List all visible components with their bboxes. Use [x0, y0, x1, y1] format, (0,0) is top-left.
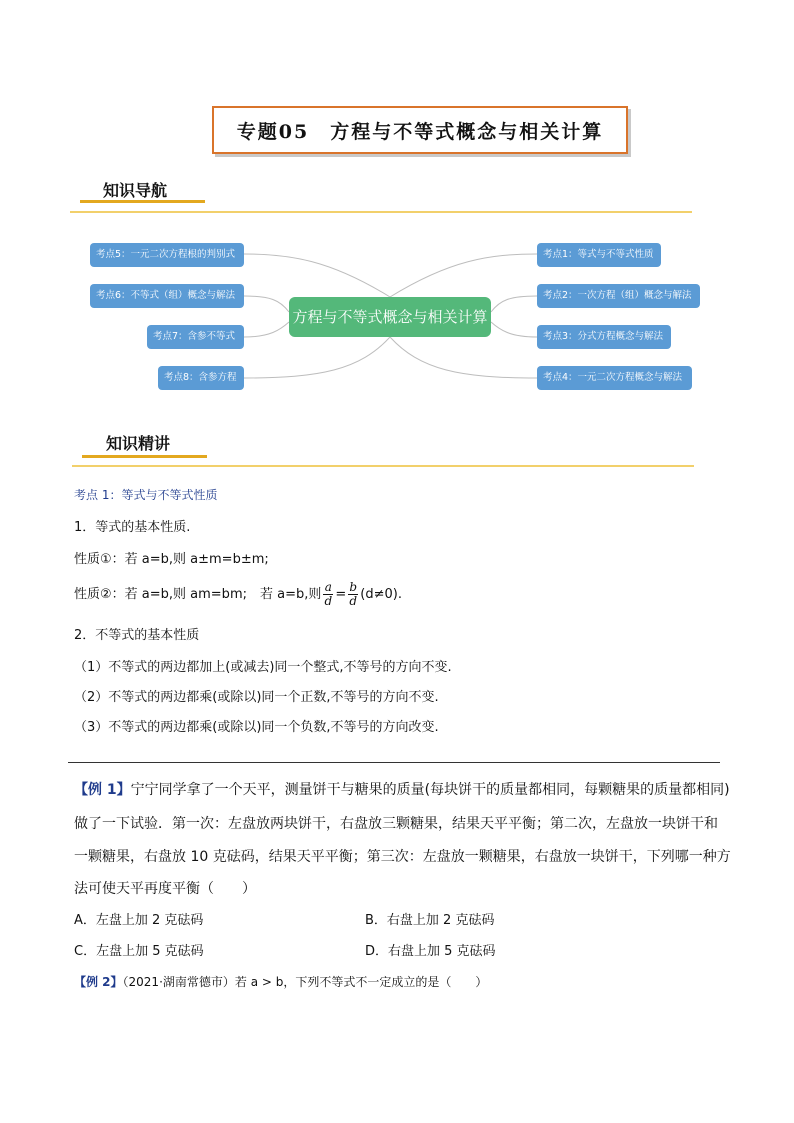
- fraction-b-over-d: [348, 581, 358, 608]
- section-heading-nav: 知识导航: [103, 181, 168, 200]
- equality-title: 1．等式的基本性质.: [74, 520, 191, 535]
- example1-tag: 【例 1】: [74, 782, 131, 798]
- property2-line: [74, 581, 402, 608]
- example2-text: （2021·湖南常德市）若 a > b，下列不等式不一定成立的是（ ）: [122, 975, 488, 989]
- mindmap-node-point5: 考点5：一元二次方程根的判别式: [90, 243, 244, 267]
- mindmap-node-point7: 考点7：含参不等式: [147, 325, 244, 349]
- section-underline-explain: [82, 455, 207, 458]
- divider: [68, 762, 720, 763]
- page-title: 专题05 方程与不等式概念与相关计算: [236, 120, 604, 143]
- example1-line3: 一颗糖果，右盘放 10 克砝码，结果天平平衡；第三次：左盘放一颗糖果，右盘放一块饼干，下列哪一种方: [74, 849, 731, 865]
- example1-option-c: C．左盘上加 5 克砝码: [74, 944, 204, 959]
- example1-option-b: B．右盘上加 2 克砝码: [365, 913, 495, 928]
- section-heading-explain: 知识精讲: [106, 434, 171, 453]
- fraction2-denominator: d: [349, 594, 358, 608]
- example1-line4: 法可使天平再度平衡（ ）: [74, 881, 256, 897]
- example1-line1: [74, 779, 730, 799]
- property1-text: 若 a=b,则 a±m=b±m;: [124, 552, 269, 567]
- property2-label: 性质②：: [74, 587, 125, 602]
- mindmap-node-point4: 考点4：一元二次方程概念与解法: [537, 366, 692, 390]
- inequality-title: 2．不等式的基本性质: [74, 628, 200, 643]
- fraction1-numerator: a: [324, 580, 332, 594]
- mindmap-node-point8: 考点8：含参方程: [158, 366, 244, 390]
- example1-text-1: 宁宁同学拿了一个天平，测量饼干与糖果的质量(每块饼干的质量都相同，每颗糖果的质量都相同): [130, 782, 730, 798]
- property2-text: 若 a=b,则 am=bm; 若 a=b,则: [124, 587, 322, 602]
- mindmap-node-point3: 考点3：分式方程概念与解法: [537, 325, 671, 349]
- mindmap-connectors: [0, 0, 794, 420]
- inequality-rule-2: （2）不等式的两边都乘(或除以)同一个正数,不等号的方向不变.: [74, 690, 439, 705]
- point1-heading: 考点 1：等式与不等式性质: [74, 488, 218, 502]
- mindmap-center-node: 方程与不等式概念与相关计算: [289, 297, 491, 337]
- fraction2-numerator: b: [349, 580, 358, 594]
- property2-tail: (d≠0).: [360, 587, 402, 602]
- fraction1-denominator: d: [324, 594, 333, 608]
- property1-label: 性质①：: [74, 552, 125, 567]
- example1-option-d: D．右盘上加 5 克砝码: [365, 944, 496, 959]
- example1-line2: 做了一下试验．第一次：左盘放两块饼干，右盘放三颗糖果，结果天平平衡；第二次，左盘放一块饼干和: [74, 816, 718, 832]
- inequality-rule-3: （3）不等式的两边都乘(或除以)同一个负数,不等号的方向改变.: [74, 720, 439, 735]
- inequality-rule-1: （1）不等式的两边都加上(或减去)同一个整式,不等号的方向不变.: [74, 660, 452, 675]
- mindmap-node-point1: 考点1：等式与不等式性质: [537, 243, 661, 267]
- mindmap-node-point2: 考点2：一次方程（组）概念与解法: [537, 284, 700, 308]
- mindmap-node-point6: 考点6：不等式（组）概念与解法: [90, 284, 244, 308]
- example1-option-a: A．左盘上加 2 克砝码: [74, 913, 204, 928]
- fraction-a-over-d: [323, 581, 333, 608]
- fraction-equals: =: [335, 587, 347, 602]
- property1-line: [74, 548, 269, 567]
- section-rule-explain: [72, 465, 694, 467]
- example2-line: [74, 973, 487, 990]
- example2-tag: 【例 2】: [74, 975, 123, 989]
